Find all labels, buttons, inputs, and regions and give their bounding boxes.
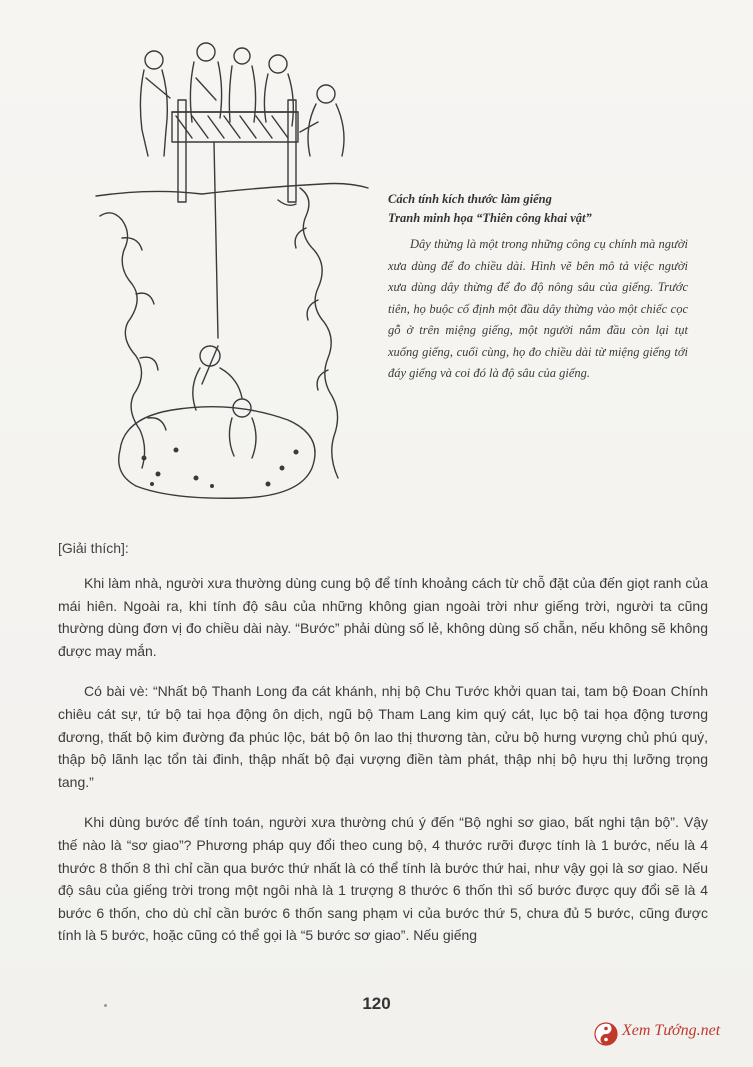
body-text bbox=[58, 572, 708, 965]
caption-body: Dây thừng là một trong những công cụ chính mà người xưa dùng để đo chiều dài. Hình vẽ bên mô tả việc người xưa dùng dây thừng để đo độ nông sâu của giếng. Trước tiên, họ buộc cố định một đầu dây thừng vào một chiếc cọc gỗ ở trên miệng giếng, một người nắm đầu còn lại tụt xuống giếng, cuối cùng, họ đo chiều dài từ miệng giếng tới đáy giếng và coi đó là độ sâu của giếng. bbox=[388, 237, 688, 380]
illustration-caption bbox=[388, 190, 688, 385]
caption-title: Cách tính kích thước làm giếng bbox=[388, 192, 552, 206]
paragraph: Khi dùng bước để tính toán, người xưa thường chú ý đến “Bộ nghi sơ giao, bất nghi tận bộ”. Vậy thế nào là “sơ giao”? Phương pháp quy đổi theo cung bộ, 4 thước rưỡi được tính là 1 bước, nếu là 4 thước 8 thốn 8 thì chỉ cần qua bước thứ nhất là có thể tính là bước thứ hai, như vậy gọi là sơ giao. Nếu độ sâu của giếng trời trong một ngôi nhà là 1 trượng 8 thước 6 thốn thì số bước được quy đổi sẽ là 4 bước 6 thốn, cho dù chỉ cần bước 6 thốn sang phạm vi của bước thứ 5, chưa đủ 5 bước, cũng được tính là 5 bước, hoặc cũng có thể gọi là “5 bước sơ giao”. Nếu giếng bbox=[58, 814, 708, 944]
page-number: 120 bbox=[362, 994, 391, 1013]
yin-yang-icon bbox=[594, 1022, 618, 1046]
paragraph: Có bài vè: “Nhất bộ Thanh Long đa cát khánh, nhị bộ Chu Tước khởi quan tai, tam bộ Đoan Chính chiêu cát sự, tứ bộ tai họa động ôn dịch, ngũ bộ Tham Lang kim quý cát, lục bộ tai họa động tương đương, thất bộ kim đường đa phúc lộc, bát bộ ôn lao thị thương tàn, cửu bộ hưng vượng chủ phú quý, thập bộ lãnh lạc tổn tài đinh, thập nhất bộ đại vượng điền tàm phát, thập nhị bộ hựu thị lưỡng trọng tang.” bbox=[58, 683, 708, 790]
well-measuring-illustration bbox=[92, 38, 372, 506]
watermark-text: Xem Tướng.net bbox=[622, 1022, 721, 1039]
section-label: [Giải thích]: bbox=[58, 540, 129, 556]
watermark bbox=[594, 1018, 744, 1054]
scan-speck bbox=[104, 1004, 107, 1007]
caption-subtitle: Tranh minh họa “Thiên công khai vật” bbox=[388, 211, 592, 225]
paragraph: Khi làm nhà, người xưa thường dùng cung bộ để tính khoảng cách từ chỗ đặt của đến giọt ranh của mái hiên. Ngoài ra, khi tính độ sâu của những không gian ngoài trời như giếng trời, người ta cũng thường dùng đơn vị đo chiều dài này. “Bước” phải dùng số lẻ, không dùng số chẵn, nếu không sẽ không được may mắn. bbox=[58, 575, 708, 659]
